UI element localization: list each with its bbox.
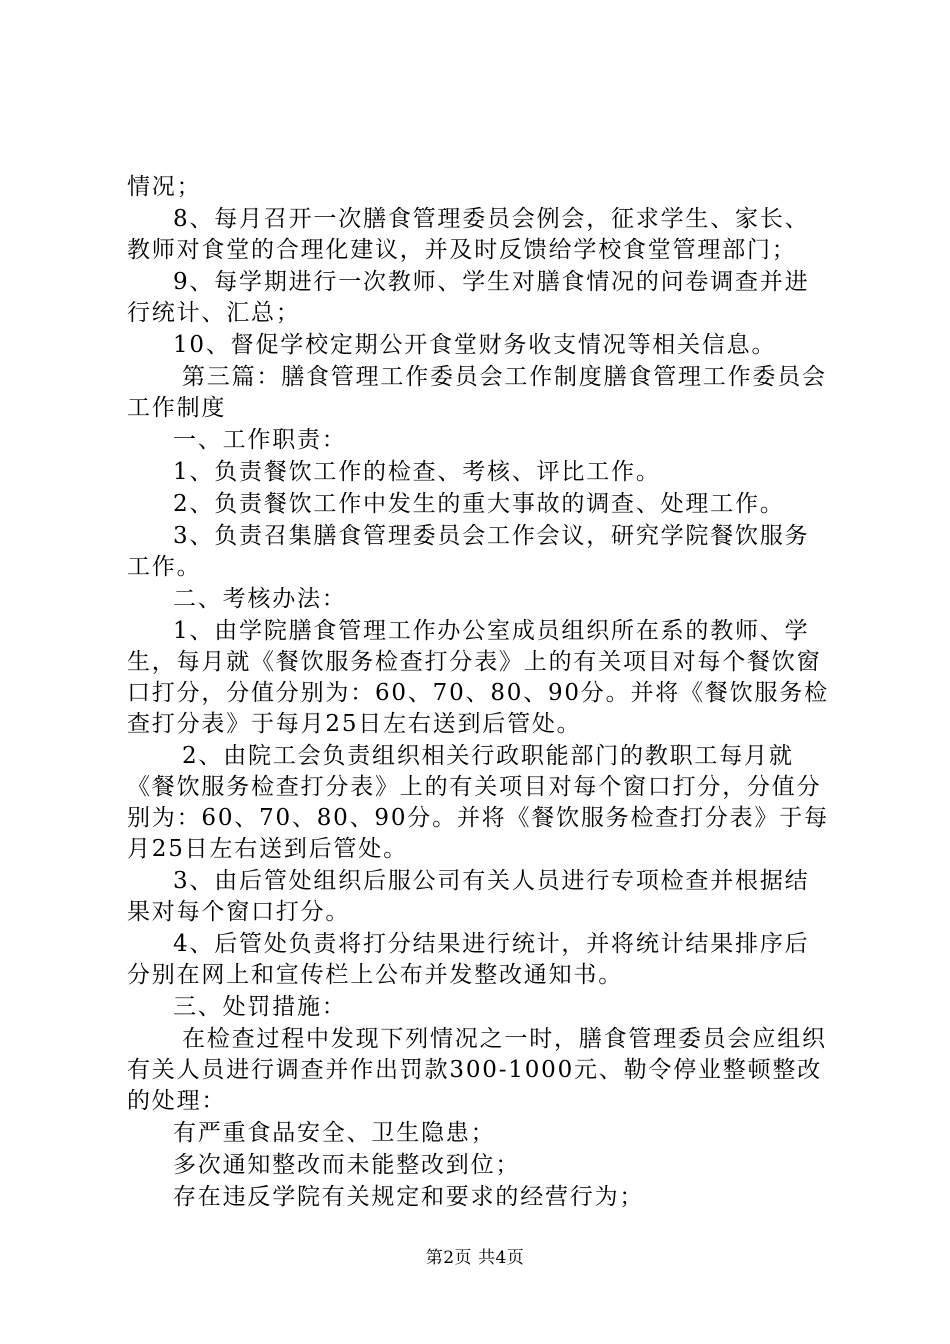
list-item: 多次通知整改而未能整改到位； [173, 1152, 521, 1178]
paragraph: 2、由院工会负责组织相关行政职能部门的教职工每月就《餐饮服务检查打分表》上的有关项目对每个窗口打分，分值分别为：60、70、80、90分。并将《餐饮服务检查打分表》于每月25日左右送到后管处。 [127, 743, 829, 862]
list-item: 有严重食品安全、卫生隐患； [173, 1120, 496, 1146]
section-heading: 三、处罚措施： [173, 994, 347, 1020]
list-item: 存在违反学院有关规定和要求的经营行为； [173, 1184, 645, 1210]
paragraph: 1、负责餐饮工作的检查、考核、评比工作。 [173, 459, 661, 485]
paragraph: 8、每月召开一次膳食管理委员会例会，征求学生、家长、教师对食堂的合理化建议，并及时反馈给学校食堂管理部门； [127, 206, 810, 263]
section-heading: 第三篇：膳食管理工作委员会工作制度膳食管理工作委员会工作制度 [127, 364, 827, 421]
paragraph: 情况； [127, 174, 202, 200]
section-heading: 一、工作职责： [173, 427, 347, 453]
paragraph: 9、每学期进行一次教师、学生对膳食情况的问卷调查并进行统计、汇总； [127, 269, 810, 326]
paragraph: 3、由后管处组织后服公司有关人员进行专项检查并根据结果对每个窗口打分。 [127, 868, 810, 925]
paragraph: 4、后管处负责将打分结果进行统计，并将统计结果排序后分别在网上和宣传栏上公布并发整改通知书。 [127, 931, 810, 988]
page-footer: 第2页 共4页 [425, 1248, 525, 1268]
paragraph: 10、督促学校定期公开食堂财务收支情况等相关信息。 [173, 332, 777, 358]
paragraph: 3、负责召集膳食管理委员会工作会议，研究学院餐饮服务工作。 [127, 523, 810, 580]
document-body [127, 172, 831, 1214]
section-heading: 二、考核办法： [173, 586, 347, 612]
paragraph: 在检查过程中发现下列情况之一时，膳食管理委员会应组织有关人员进行调查并作出罚款300-1000元、勒令停业整顿整改的处理： [127, 1026, 827, 1114]
paragraph: 1、由学院膳食管理工作办公室成员组织所在系的教师、学生，每月就《餐饮服务检查打分表》上的有关项目对每个餐饮窗口打分，分值分别为：60、70、80、90分。并将《餐饮服务检查打分表》于每月25日左右送到后管处。 [127, 618, 829, 737]
paragraph: 2、负责餐饮工作中发生的重大事故的调查、处理工作。 [173, 491, 785, 517]
